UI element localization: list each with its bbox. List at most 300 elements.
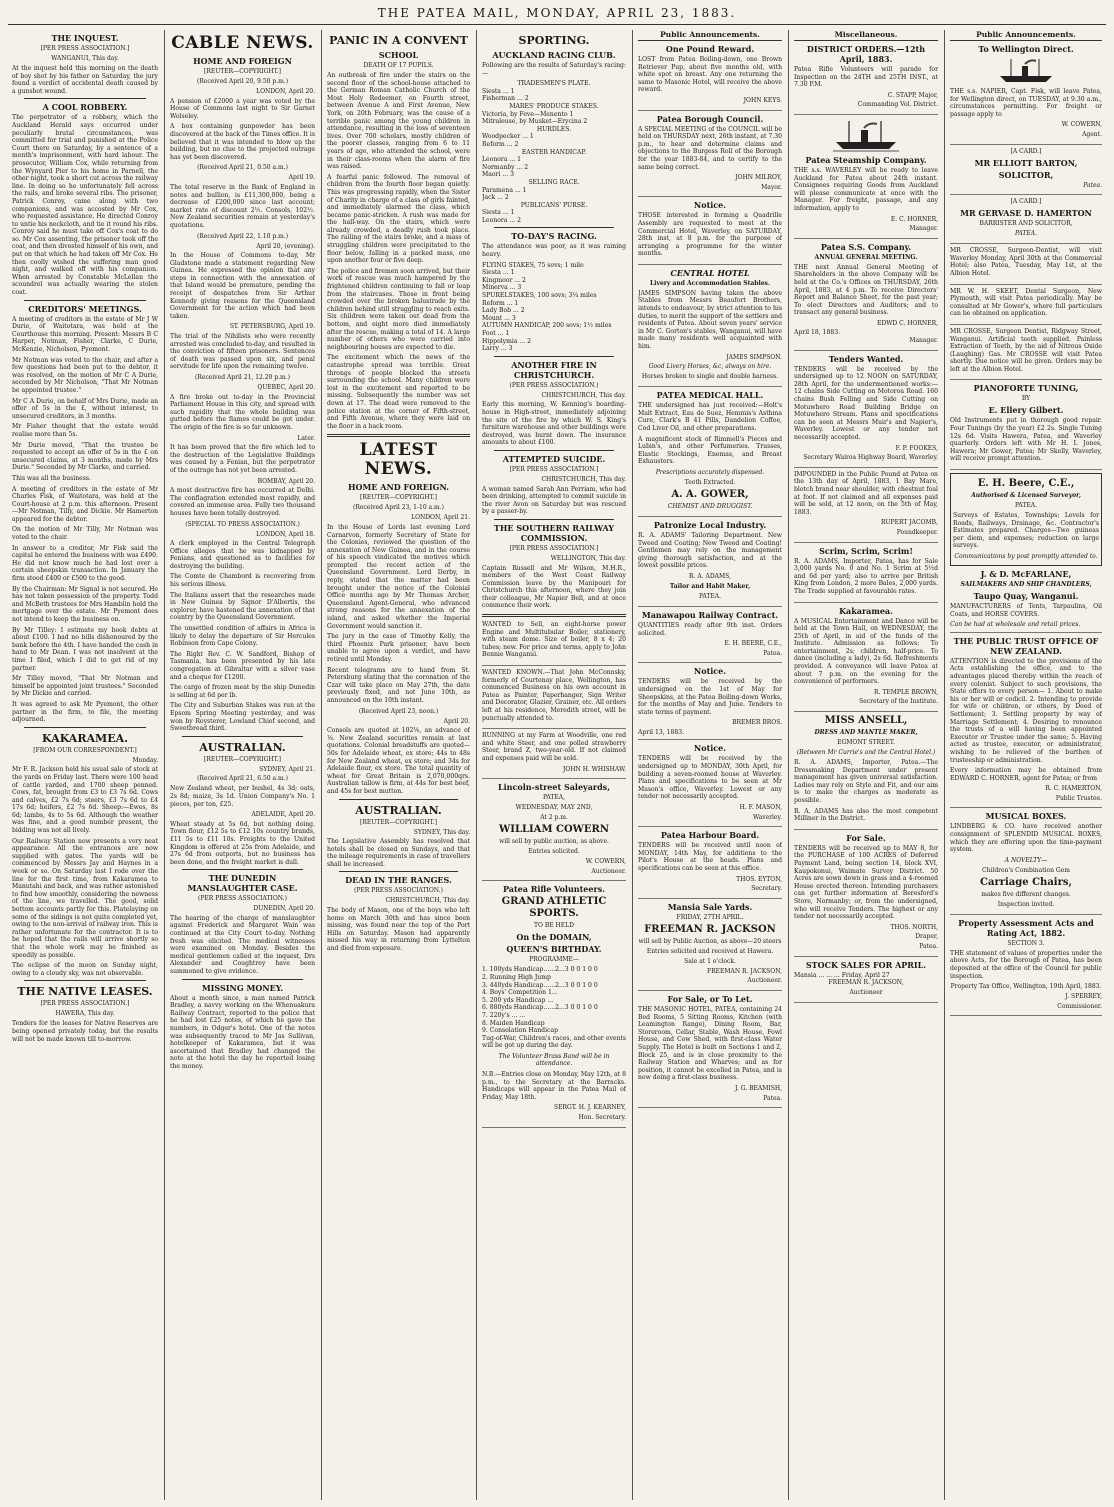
advert-place: Patea.: [1083, 181, 1102, 189]
advert-borough-council: [638, 114, 782, 198]
result-line: AUTUMN HANDICAP, 200 sovs; 1½ miles: [482, 322, 612, 330]
advert-title: Manawapou Railway Contract.: [641, 609, 779, 620]
dateline: CHRISTCHURCH, This day.: [541, 475, 626, 483]
divider: [494, 227, 614, 228]
advert-body: IMPOUNDED in the Public Pound at Patea on the 13th day of April, 1883, 1 Bay Mare, blotch brand near shoulder, with chestnut foal at foot. If not claimed and all expenses paid will be sold, at 12 noon, on the 5th of May, 1883.: [794, 470, 938, 516]
dateline: WANGANUI, This day.: [51, 55, 119, 62]
advert-notice-quadrille: [638, 200, 782, 265]
dateline: CHRISTCHURCH, This day.: [541, 391, 626, 399]
advert-running: [482, 732, 626, 779]
steamship-icon: [831, 118, 901, 152]
article-body: A box containing gunpowder has been discovered at the back of the Times office. It is believed that it was intended to blow up the building, but no clue to the projected outrage has yet been discovered.: [170, 123, 315, 161]
advert-body: Every information may be obtained from EDWARD C. HORNER, agent for Patea; or from: [950, 767, 1102, 782]
advert-body: QUANTITIES ready after 9th inst. Orders solicited.: [638, 621, 782, 637]
dateline: Monday.: [132, 756, 158, 764]
advert-body: MR CROSSE, Surgeon Dentist, Ridgway Street, Wanganui. Artificial teeth supplied. Painless Extraction of Teeth, by the aid of Nitrous Oxide (Laughing) Gas. Mr CROSSE will visit Patea shortly. Due notice will be given. Orders may be left at the Albion Hotel.: [950, 327, 1102, 373]
advert-role: Commissioner.: [1057, 1002, 1102, 1010]
advert-body: THE MASONIC HOTEL, PATEA, containing 24 Bed Rooms, 5 Sitting Rooms, Kitchen (with Leamington Range), Dining Room, Bar, Storeroom, Cellar, Stable, Wash House, Fowl House, and Cow Shed, with first-class Water Supply. The Hotel is built on Sections 1 and 2, Block 25, and is in close proximity to the Railway Station and Wharves; and as for position, it cannot be excelled in Patea, and is now doing a first-class business.: [638, 1005, 782, 1082]
byline: [PER PRESS ASSOCIATION.]: [40, 45, 130, 52]
advert-time: Sale at 1 o'clock.: [684, 957, 736, 965]
headline-kakaramea: KAKARAMEA.: [42, 731, 128, 745]
subhead: DEATH OF 17 PUPILS.: [363, 62, 434, 69]
article-body: A woman named Sarah Ann Perriam, who had been drinking, attempted to commit suicide in the river Avon on Saturday but was rescued by a passer-by.: [482, 485, 626, 516]
advert-title: Patea Rifle Volunteers.: [503, 884, 605, 895]
advert-kakaramea: [794, 606, 938, 713]
column-5: [638, 30, 782, 1500]
article-body: Consols are quoted at 102⅛, an advance of ⅛. New Zealand securities remain at last quotations. Colonial breadstuffs are quoted—50s for Adelaide wheat, ex store; 44s to 48s for New Zealand wheat, ex store; and 34s for Adelaide flour, ex store. The total quantity of wheat for Great Britain is 2,070,000qrs. Australian tallow is firm, at 44s for best beef, and 45s for best mutton.: [327, 727, 470, 795]
dateline: WELLINGTON, This day.: [550, 554, 626, 562]
advert-name: A. A. GOWER,: [671, 488, 749, 500]
dateline: BOMBAY, April 20.: [257, 477, 315, 485]
column-header: Miscellaneous.: [794, 30, 938, 41]
advert-local-industry: [638, 520, 782, 607]
advert-role: Auctioneer.: [747, 977, 782, 985]
advert-scrim: [794, 546, 938, 603]
advert-role: Hon. Secretary.: [578, 1114, 626, 1122]
column-4: [482, 30, 626, 1500]
article-body: A fire broke out to-day in the Provincial Parliament House in this city, and spread with such rapidity that the whole building was gutted before the flames could be got under. The origin of the fire is so far unknown.: [170, 393, 315, 431]
advert-date: April 13, 1883.: [638, 728, 685, 736]
advert-title: Patronize Local Industry.: [653, 519, 767, 530]
advert-saleyards: [482, 782, 626, 881]
article-body: Mr Notman was voted to the chair, and after a few questions had been put to the debtor, it was resolved, on the motion of Mr C A Durie, seconded by Mr Nicholson, "That Mr Notman be appointed trustee.": [12, 356, 158, 394]
byline: (PER PRESS ASSOCIATION.): [509, 381, 599, 389]
dateline: April 20.: [443, 717, 470, 725]
advert-signature: W. COWERN,: [1061, 121, 1102, 129]
advert-mcfarlane: [950, 569, 1102, 633]
advert-signature: JOHN MILROY,: [735, 174, 782, 182]
advert-signature: J. SPERREY,: [1065, 993, 1102, 1001]
result-line: Leonora ... 1: [482, 156, 522, 164]
programme-item: 4. Boys' Competition 1...: [482, 989, 558, 997]
advert-body: LOST from Patea Boiling-down, one Brown Retriever Pup, about five months old, with white spot on breast. Any one returning the same to Masonic Hotel, will receive the above reward.: [638, 56, 782, 94]
advert-role: Draper,: [915, 933, 938, 941]
advert-name: WILLIAM COWERN: [499, 824, 609, 836]
result-line: HURDLES.: [536, 125, 572, 133]
result-line: FLYING STAKES, 75 sovs; 1 mile: [482, 261, 584, 269]
byline: [PER PRESS ASSOCIATION.]: [40, 1000, 130, 1008]
advert-body: Tug-of-War, Children's races, and other events will be got up during the day.: [482, 1034, 626, 1050]
advert-body: THE s.s. NAPIER, Capt. Fisk, will leave Patea, for Wellington direct, on TUESDAY, at 9.30 a.m., circumstances permitting. For freight or passage apply to: [950, 88, 1102, 118]
advert-signature: E. C. HORNER,: [890, 215, 938, 223]
divider: [24, 727, 146, 728]
article-body: The police and firemen soon arrived, but their work of rescue was much hampered by the frightened children continuing to fall or leap from the staircases. Those in front being crowded over the broken balustrade by the children behind still struggling to reach exits. Six children were taken out dead from the bottom, and eight more died immediately after the rescue, making a total of 14. A large number of others who were carried into neighbouring houses are expected to die.: [327, 267, 470, 351]
dateline: LONDON, April 18.: [256, 530, 315, 538]
article-body: The Right Rev. C. W. Sandford, Bishop of Tasmania, has been presented by his late congregation at Gibraltar with a silver vase and a cheque for £1200.: [170, 650, 315, 681]
programme-item: 9. Consolation Handicap: [482, 1027, 558, 1035]
advert-medical-hall: [638, 390, 782, 517]
article-body: A meeting of creditors in the estate of Mr Charles Fisk, of Waitotara, was held at the Court-house at 2 p.m. this afternoon. Present—Mr Notman, Tilly, and Dickie. Mr Hamerton appeared for the debtor.: [12, 485, 158, 523]
article-body: Early this morning, W. Kenning's boarding-house in High-street, immediately adjoining the site of the fire by which W. S. King's furniture warehouse and other buildings were destroyed, was burnt down. The insurance amounts to about £100.: [482, 401, 626, 447]
article-body: At the inquest held this morning on the death of boy shot by his father on Saturday, the jury found a verdict of accidental death caused by a gunshot wound.: [12, 65, 158, 95]
subhead: HOME AND FOREIGN: [193, 56, 292, 66]
divider: [494, 450, 614, 451]
article-body: The attendance was poor, as it was raining heavy.: [482, 243, 626, 259]
divider: [24, 300, 146, 301]
advert-title: PIANOFORTE TUNING,: [973, 383, 1079, 394]
programme-item: 5. 200 yds Handicap ...: [482, 996, 554, 1004]
result-line: Victoria, by Feve—Menento 1: [482, 110, 574, 118]
advert-big-title: GRAND ATHLETIC SPORTS.: [501, 896, 607, 920]
subhead: AUCKLAND RACING CLUB.: [492, 50, 616, 60]
result-line: Fisherman ... 2: [482, 95, 529, 103]
advert-date: April 18, 1883.: [794, 329, 841, 337]
advert-title: One Pound Reward.: [665, 44, 755, 54]
advert-body: N.B.—Entries close on Monday, May 12th, at 8 p.m., to the Secretary at the Barracks. Handicaps will appear in the Patea Mail of Friday, May 18th.: [482, 1071, 626, 1101]
advert-body: ATTENTION is directed to the provisions of the Acts establishing the office, and to the advantages placed thereby within the reach of every colonist. Subject to such provisions, the State offers to every person— 1. About to make his or her will or codicil. 2. Intending to provide for wife or children, or others, by Deed of Settlement; 3. Settling property by way of Marriage Settlement; 4. Desiring to renounce the trusts of a will having been appointed Executor or Trustee under the same; 5. Having acted as trustee, executor, or administrator, wishing to be relieved of the burthen of trusteeship or administration.: [950, 657, 1102, 764]
advert-title: Notice.: [693, 666, 727, 677]
advert-note: (Between Mr Currie's and the Central Hotel.): [796, 749, 936, 757]
dateline: ST. PETERSBURG, April 19.: [229, 323, 315, 331]
advert-rifle-sports: [482, 884, 626, 1127]
advert-place: PATEA,: [542, 794, 566, 802]
received-line: (Received April 22, 1.10 p.m.): [196, 232, 289, 240]
advert-body: THOSE interested in forming a Quadrille Assembly are requested to meet at the Commercial Hotel, Waverley, on SATURDAY, 28th inst, at 8 p.m. for the purpose of arranging a programme for the winter months.: [638, 212, 782, 258]
dateline: DUNEDIN, April 20.: [253, 905, 315, 913]
headline-todays-racing: TO-DAY'S RACING.: [511, 231, 597, 242]
result-line: Jack ... 2: [482, 194, 509, 202]
advert-body: Patea Rifle Volunteers will parade for Inspection on the 24TH and 25TH INST., at 7.30 P.M.: [794, 66, 938, 89]
advert-role: BARRISTER AND SOLICITOR,: [979, 220, 1073, 228]
result-line: Mount ... 3: [482, 314, 516, 322]
divider: [182, 979, 303, 980]
advert-title: To Wellington Direct.: [978, 44, 1074, 54]
advert-sub: Authorised & Licensed Surveyor,: [971, 492, 1081, 500]
advert-signature: RUPERT JACOMB,: [880, 519, 938, 527]
advert-tag: Good Livery Horses, &c, always on hire.: [648, 363, 772, 371]
result-line: Leonora ... 2: [482, 216, 522, 224]
advert-body: will sell by public auction, as above.: [499, 838, 609, 846]
advert-body: THE s.s. WAVERLEY will be ready to leave Auckland for Patea about 24th instant. Consignees requiring Goods from Auckland will please communicate at once with the Manager. For freight, passage, and any information, apply to: [794, 166, 938, 212]
result-line: TRADESMEN'S PLATE.: [517, 80, 591, 88]
advert-wellington-direct: [950, 44, 1102, 145]
advert-title: Patea Harbour Board.: [660, 830, 760, 841]
card-label: [A CARD.]: [1010, 147, 1042, 155]
result-line: PUBLICANS' PURSE.: [520, 201, 588, 209]
advert-title: Notice.: [693, 200, 727, 211]
programme-item: 8. Maiden Handicap: [482, 1019, 545, 1027]
programme-item: 6. 880yds Handicap......2...3 0 0 1 0 0: [482, 1004, 598, 1012]
article-body: About a month since, a man named Patrick Bradley, a navvy working on the Whenuakura Railway Contract, reported to the police that he had lost £25 notes, of which he gave the numbers, in Odger's hotel. One of the notes was subsequently traced to Mr Jas Sullivan, hotelkeeper of Kakaramea, but it was ascertained that Bradley had changed the note at the hotel the day he reported losing the money.: [170, 994, 315, 1070]
advert-note: Inspection invited.: [997, 900, 1055, 908]
programme-item: 1. 100yds Handicap......2...3 0 0 1 0 0: [482, 966, 598, 974]
byline: (SPECIAL TO PRESS ASSOCIATION.): [185, 520, 300, 528]
article-body: In answer to a creditor, Mr Fisk said the capital he entered the business with was £490. He did not know much he had lost over a certain sheepskin transaction. In January the firm stood £400 or £500 to the good.: [12, 544, 158, 583]
article-body: Captain Russell and Mr Wilson, M.H.R., members of the West Coast Railway Commission leave by the Manipouri for Christchurch this afternoon, where they join their colleague, Mr Napier Bell, and at once commence their work.: [482, 564, 626, 610]
advert-title: Property Assessment Acts and Rating Act, 1882.: [958, 917, 1094, 938]
byline: [REUTER—COPYRIGHT.]: [360, 818, 437, 826]
divider: [327, 434, 470, 437]
result-line: Siesta ... 1: [482, 87, 515, 95]
column-3: [327, 30, 470, 1500]
advert-name: FREEMAN R. JACKSON: [644, 923, 776, 935]
advert-harbour-board: [638, 830, 782, 899]
advert-title: DISTRICT ORDERS.—12th April, 1883.: [806, 44, 926, 64]
programme-item: 3. 440yds Handicap......2...3 0 0 1 0 0: [482, 981, 598, 989]
dateline: April 19.: [288, 174, 315, 182]
column-header: Public Announcements.: [950, 30, 1102, 41]
advert-signature: FREEMAN R. JACKSON,: [828, 979, 904, 987]
advert-signature: W. COWERN,: [585, 858, 626, 866]
advert-role: Secretary Wairoa Highway Board, Waverley.: [803, 454, 938, 462]
advert-signature: EDWD C. HORNER,: [877, 319, 938, 327]
column-separator: [944, 30, 945, 1500]
result-line: Reform ... 2: [482, 140, 519, 148]
dateline: HAWERA, This day.: [55, 1010, 115, 1018]
result-line: SELLING RACE.: [528, 178, 580, 186]
article-body: The trial of the Nihilists who were recently arrested was concluded to-day, and resulted in the conviction of fifteen prisoners. Sentences of death was passed upon six, and penal servitude for life upon the remaining twelve.: [170, 333, 315, 371]
dateline: ADELAIDE, April 20.: [251, 811, 315, 819]
byline: [REUTER—COPYRIGHT.]: [360, 494, 437, 502]
article-body: Mr Tilley moved, "That Mr Notman and himself be appointed joint trustees." Seconded by Mr Dickie and carried.: [12, 675, 158, 698]
divider: [482, 614, 626, 617]
received-line: (Received April 21, 12.20 p.m.): [195, 374, 290, 381]
result-line: Lady Bob ... 2: [482, 307, 525, 315]
advert-signature: J. G. BEAMISH,: [734, 1084, 782, 1092]
advert-title: Patea Borough Council.: [656, 113, 764, 124]
advert-sub: On the DOMAIN,: [516, 932, 592, 943]
advert-role: Tailor and Habit Maker,: [669, 582, 751, 590]
headline-panic: PANIC IN A CONVENT: [329, 34, 468, 47]
article-body: A clerk employed in the Central Telegraph Office alleges that he was kidnapped by Fenians, and questioned as to facilities for destroying the building.: [170, 540, 315, 570]
article-body: In the House of Commons to-day, Mr Gladstone made a statement regarding New Guinea. He expressed the opinion that any steps in connection with the annexation of that Island would be premature, pending the receipt of despatches from Sir Arthur Kennedy giving reasons for the Queensland Government for the action which had been taken.: [170, 252, 315, 320]
byline: [PER PRESS ASSOCIATION.]: [509, 544, 599, 552]
advert-railway-contract: [638, 610, 782, 663]
advert-name: E. Ellery Gilbert.: [988, 405, 1064, 416]
subhead: SCHOOL: [378, 50, 419, 60]
received-line: (Received April 23, noon.): [358, 707, 439, 715]
received-line: (Received April 20, 9.50 p.m.): [196, 78, 289, 85]
headline-fire: ANOTHER FIRE IN CHRISTCHURCH.: [511, 359, 597, 380]
advert-signature: R. A. ADAMS,: [689, 572, 731, 580]
result-line: Normanby ... 2: [482, 163, 529, 171]
dateline: Later.: [297, 434, 315, 442]
advert-role: CHEMIST AND DRUGGIST.: [667, 502, 753, 510]
article-body: An outbreak of fire under the stairs on the second floor of the school-house attached to the German Roman Catholic Church of the Most Holy Redeemer, on Fourth street, between Avenue A and First Avenue, New York, on 20th February, was the cause of a terrible panic among the young children in attendance, resulting in the loss of seventeen lives. Over 700 scholars, mostly children of the poorer classes, ranging from 6 to 11 years of age, who attended the school, were in their class-rooms when the alarm of fire was raised.: [327, 72, 470, 171]
advert-public-trust: [950, 636, 1102, 809]
advert-role: Manager.: [909, 225, 938, 233]
advert-body: JAMES SIMPSON having taken the above Stables from Messrs Beaufort Brothers, intends to endeavour, by strict attention to his duties, to merit the support of the settlers and residents of Patea. About seven years' service in Mr C. Gorton's stables, Wanganui, will have made many residents well acquainted with him.: [638, 289, 782, 351]
column-1: [12, 30, 158, 1500]
advert-time: At 2 p.m.: [540, 814, 568, 822]
article-body: On the motion of Mr Tilly, Mr Notman was voted to the chair.: [12, 526, 158, 542]
result-line: Siesta ... 1: [482, 269, 515, 277]
result-line: Kingmoor ... 2: [482, 276, 526, 284]
headline-dunedin: THE DUNEDIN MANSLAUGHTER CASE.: [187, 873, 298, 894]
advert-tag: Horses broken to single and double harness.: [641, 373, 779, 381]
masthead-rule: [8, 24, 1106, 25]
advert-body: LINDBERG & CO. have received another consignment of SPLENDID MUSICAL BOXES, which they are offering upon the time-payment system.: [950, 823, 1102, 854]
column-separator: [321, 30, 322, 1500]
advert-title: Kakaramea.: [839, 605, 893, 616]
advert-place: PATEA.: [1014, 230, 1038, 238]
advert-role: Auctioneer.: [591, 867, 626, 875]
article-body: The eclipse of the moon on Sunday night, owing to a cloudy sky, was not observable.: [12, 962, 158, 977]
advert-title: Scrim, Scrim, Scrim!: [819, 545, 913, 556]
card-label: [A CARD.]: [1010, 198, 1042, 206]
result-line: Siesta ... 1: [482, 209, 515, 217]
advert-role: Commanding Vol. District.: [857, 101, 938, 109]
advert-central-hotel: [638, 268, 782, 387]
advert-name: MISS ANSELL,: [824, 715, 908, 727]
article-body: Mr Durie moved, "That the trustee be requested to accept an offer of 5s in the £ on unsecured claims, at 3 months, made by Mrs Durie." Seconded by Mr Clarke, and carried.: [12, 441, 158, 472]
result-line: Larry ... 3: [482, 345, 513, 353]
headline-dead-in-ranges: DEAD IN THE RANGES.: [345, 875, 452, 886]
divider: [24, 98, 146, 99]
dateline: QUEBEC, April 20.: [257, 384, 315, 391]
dateline: April 20, (evening).: [256, 242, 315, 250]
article-body: The jury in the case of Timothy Kelly, the third Phoenix Park prisoner, have been unable to agree upon a verdict, and have retired until Monday.: [327, 633, 470, 663]
column-header: Public Announcements.: [638, 30, 782, 41]
advert-ss-company: [794, 242, 938, 351]
subhead: HOME AND FOREIGN.: [347, 482, 450, 493]
advert-body: R. A. ADAMS' Tailoring Department. New Tweed and Coating; New Tweed and Coating! Gentlemen may rely on the management giving thorough satisfaction, and at the lowest possible prices.: [638, 531, 782, 570]
article-body: The Legislative Assembly has resolved that hotels shall be closed on Sundays, and that the mileage requirements in case of travellers shall be increased.: [327, 838, 470, 868]
dateline: LONDON, April 21.: [411, 514, 470, 522]
advert-body: TENDERS will be received until noon of MONDAY, 14th May, for additions to the Pilot's House at the heads. Plans and specifications can be seen at this office.: [638, 842, 782, 872]
advert-signature: C. STAPP, Major,: [887, 91, 938, 99]
divider: [494, 519, 614, 520]
article-body: A pension of £2000 a year was voted by the House of Commons last night to Sir Garnet Wolseley.: [170, 97, 315, 120]
advert-title: THE PUBLIC TRUST OFFICE OF NEW ZEALAND.: [953, 635, 1099, 656]
advert-body: MANUFACTURERS of Tents, Tarpaulins, Oil Coats, and HORSE COVERS.: [950, 603, 1102, 618]
divider: [182, 869, 303, 870]
article-body: It has been proved that the fire which led to the destruction of the Legislative Buildings was caused by a Fenian, but the perpetrator of the outrage has not yet been arrested.: [170, 444, 315, 474]
advert-sub: SAILMAKERS AND SHIP CHANDLERS,: [960, 581, 1092, 588]
article-body: New Zealand wheat, per bushel, 4s 3d; oats, 2s 8d; maize, 3s 1d. Union Company's No. 1 pieces, per ton, £25.: [170, 785, 315, 808]
article-body: This was all the business.: [12, 474, 91, 482]
advert-role: Public Trustee.: [1055, 794, 1102, 802]
advert-hamerton-card: [950, 198, 1102, 244]
dateline: CHRISTCHURCH, This day.: [385, 897, 470, 905]
result-line: Mitraleuse, by Musket—Erycina 2: [482, 118, 588, 126]
advert-entries: Entries solicited and received at Hawera.: [646, 947, 774, 955]
advert-by: BY: [1021, 395, 1031, 403]
article-body: A fearful panic followed. The removal of children from the fourth floor began quietly. This was progressing rapidly, when the Sister of Charity in charge of a class of girls fainted, and immediately alarmed the class, which became panic-stricken. A rush was made for the hall-way. On the stairs, which were already crowded, a deadly rush took place. The railing of the stairs broke, and a mass of struggling children were precipitated to the floor below, falling in a packed mass, one upon another four or five deep.: [327, 173, 470, 265]
advert-steamship: [794, 118, 938, 239]
steamship-icon: [996, 57, 1056, 85]
advert-place: EGMONT STREET.: [837, 739, 895, 747]
advert-beere: [950, 473, 1102, 566]
advert-masonic-hotel: [638, 994, 782, 1108]
article-body: By Mr Tilley: I estimate my book debts at about £100. I had no bills dishonoured by the bank before the 4th. I have handed the cash in hand to Mr Dean. I was not insolvent at the time I filed, which I did to get rid of my partner.: [12, 626, 158, 672]
advert-title: Notice.: [693, 743, 727, 754]
advert-title: For Sale.: [846, 832, 886, 843]
advert-body: WANTED to Sell, an eight-horse power Engine and Multitubular Boiler, stationery, with steam dome. Size of boiler, 8 x 4; 20 tubes; new. For price and terms, apply to John Bennie Wanganui.: [482, 621, 626, 659]
divider: [339, 799, 458, 800]
advert-line: Mansia ... ... ... Friday, April 27: [794, 971, 890, 979]
advert-role: Mayor.: [761, 183, 782, 191]
advert-signature: H. F. MASON,: [739, 804, 782, 812]
advert-district-orders: [794, 44, 938, 115]
advert-role: Manager.: [909, 337, 938, 345]
article-body: Mr C A Durie, on behalf of Mrs Durie, made an offer of 5s in the £, without interest, to unsecured creditors, in 3 months.: [12, 397, 158, 420]
byline: [REUTER—COPYRIGHT.]: [204, 68, 281, 75]
advert-stock-sales: [794, 960, 938, 1004]
advert-crosse-dentist: [950, 328, 1102, 381]
advert-signature: JOHN H. WHISHAW.: [563, 765, 626, 773]
advert-title: Patea Steamship Company.: [805, 154, 927, 165]
advert-sub: TO BE HELD: [534, 922, 574, 930]
article-body: The hearing of the charge of manslaughter against Frederick and Margaret Wain was continued at the City Court to-day. Nothing fresh was elicited. The medical witnesses were examined on Monday. Besides the medical gentlemen called at the inquest, Drs Alexander and Coughtrey have been summoned to give evidence.: [170, 914, 315, 976]
advert-date: WEDNESDAY, MAY 2ND,: [515, 804, 593, 812]
advert-place: Waverley.: [752, 813, 782, 821]
advert-tenders: [794, 354, 938, 468]
advert-miss-ansell: [794, 715, 938, 830]
headline-native-leases: THE NATIVE LEASES.: [17, 985, 153, 999]
article-body: The perpetrator of a robbery, which the Auckland Herald says occurred under peculiarly brutal circumstances, was committed for trial and punished at the Police Court there on Saturday, by a sentence of a month's imprisonment, with hard labour. The prosecutor, William Cox, while returning from the Wynyard Pier to his home in Parnell, the other night, took a short cut across the railway line. In doing so he unfortunately fell across the rails, and broke several ribs. The prisoner, Patrick Conroy, came along with two companions, and was accosted by Mr Cox, who requested assistance. He directed Conroy to untie his neckcloth, and tie it round his ribs. Conroy said he must take off Cox's coat to do so. Mr Cox assenting, the prisoner took off the coat, and then divested himself of his own, and put on that which he had taken off Mr Cox. He then coolly wished the suffering man good night, and walked off with his companion. When arrested by Constable McLellan the scoundrel was actually wearing the stolen coat.: [12, 114, 158, 297]
result-line: Paramena ... 1: [482, 186, 527, 194]
advert-signature: R. C. HAMERTON,: [1045, 785, 1102, 793]
advert-body: THE undersigned has just received:—Holt's Malt Extract, Eau de Suez, Hemmis's Asthma Cure, Clark's B 41 Pills, Dandelion Coffee, Cod Liver Oil, and other preparations.: [638, 402, 782, 432]
advert-body: MR CROSSE, Surgeon-Dentist, will visit Waverley Monday, April 30th at the Commercial Hotel; also Patea, Tuesday, May 1st, at the Albion Hotel.: [950, 247, 1102, 277]
received-line: (Received April 21, 0.50 a.m.): [197, 164, 288, 172]
headline-sporting: SPORTING.: [518, 34, 590, 47]
headline-australian: AUSTRALIAN.: [199, 740, 286, 754]
advert-signature: THOS. EYTON,: [736, 875, 782, 883]
masthead: THE PATEA MAIL, MONDAY, APRIL 23, 1883.: [377, 6, 737, 20]
column-separator: [164, 30, 165, 1500]
programme-item: 2. Running High Jump: [482, 973, 551, 981]
article-body: It was agreed to ask Mr Pyemont, the other partner in the firm, to file, the meeting adjourned.: [12, 700, 158, 724]
advert-title: MR ELLIOTT BARTON,: [974, 157, 1078, 168]
result-line: Reform ... 1: [482, 299, 519, 307]
advert-sub: Children's Combination Gem: [982, 866, 1070, 874]
byline: [PER PRESS ASSOCIATION.]: [509, 465, 599, 473]
advert-signature: JOHN KEYS.: [743, 96, 782, 104]
advert-signature: JAMES SIMPSON.: [726, 353, 782, 361]
divider: [182, 736, 303, 737]
result-line: Minerva ... 3: [482, 284, 522, 292]
headline-latest-news: LATEST NEWS.: [359, 440, 438, 480]
advert-place: Patea.: [763, 1094, 782, 1102]
advert-notice-house: [638, 743, 782, 827]
article-body: A most destructive fire has occurred at Delhi. The conflagration extended most rapidly, and covered an immense area. Fully two thousand houses have been totally destroyed.: [170, 487, 315, 517]
article-body: The unsettled condition of affairs in Africa is likely to delay the departure of Sir Hercules Robinson from Cape Colony.: [170, 625, 315, 648]
headline-cable-news: CABLE NEWS.: [171, 33, 314, 53]
advert-signature: FREEMAN R. JACKSON,: [706, 967, 782, 975]
advert-date: FRIDAY, 27TH APRIL.: [676, 913, 744, 921]
result-line: Woodpecker ... 1: [482, 133, 534, 141]
advert-impounded: [794, 471, 938, 543]
advert-note: Communications by post promptly attended to.: [954, 553, 1098, 560]
advert-title: Mansia Sale Yards.: [667, 901, 753, 912]
result-line: Hippolymia ... 2: [482, 337, 532, 345]
article-body: Tenders for the leases for Native Reserves are being opened privately today, but the results will not be made known till to-morrow.: [12, 1020, 158, 1043]
advert-musical-boxes: [950, 811, 1102, 914]
advert-body: will sell by Public Auction, as above—20 steers: [638, 937, 782, 945]
advert-place: PATEA.: [698, 592, 722, 600]
divider: [494, 356, 614, 357]
advert-role: Agent.: [1082, 130, 1102, 138]
headline-railway-commission: THE SOUTHERN RAILWAY COMMISSION.: [493, 522, 615, 543]
column-6: [794, 30, 938, 1500]
dateline: LONDON, April 20.: [256, 88, 315, 95]
column-7: [950, 30, 1102, 1500]
headline-australian: AUSTRALIAN.: [355, 803, 442, 817]
advert-section: SECTION 3.: [1007, 939, 1045, 947]
advert-title: MR GERVASE D. HAMERTON: [960, 208, 1092, 219]
article-body: The excitement which the news of the catastrophe spread was terrible. Great throngs of people blocked the streets surrounding the school. Many children were lost in the excitement and reported to be missing. Subsequently the number was set down at 17. The dead were removed to the police station at the corner of Fifth-street, and Fifth Avenue, where they were laid on the floor in a back room.: [327, 354, 470, 430]
advert-tag: Prescriptions accurately dispensed.: [655, 468, 765, 476]
programme-item: 7. 220y's ... ...: [482, 1011, 526, 1019]
advert-sub: DRESS AND MANTLE MAKER,: [814, 729, 918, 737]
result-line: MARES' PRODUCE STAKES.: [509, 102, 599, 110]
advert-crosse-visit: [950, 247, 1102, 284]
headline-creditors: CREDITORS' MEETINGS.: [28, 303, 142, 314]
advert-body: R. A. ADAMS has also the most competent Milliner in the District.: [794, 807, 938, 823]
advert-body: THE statement of values of properties under the above Acts, for the Borough of Patea, has been deposited at the office of the Council for public inspection.: [950, 949, 1102, 980]
